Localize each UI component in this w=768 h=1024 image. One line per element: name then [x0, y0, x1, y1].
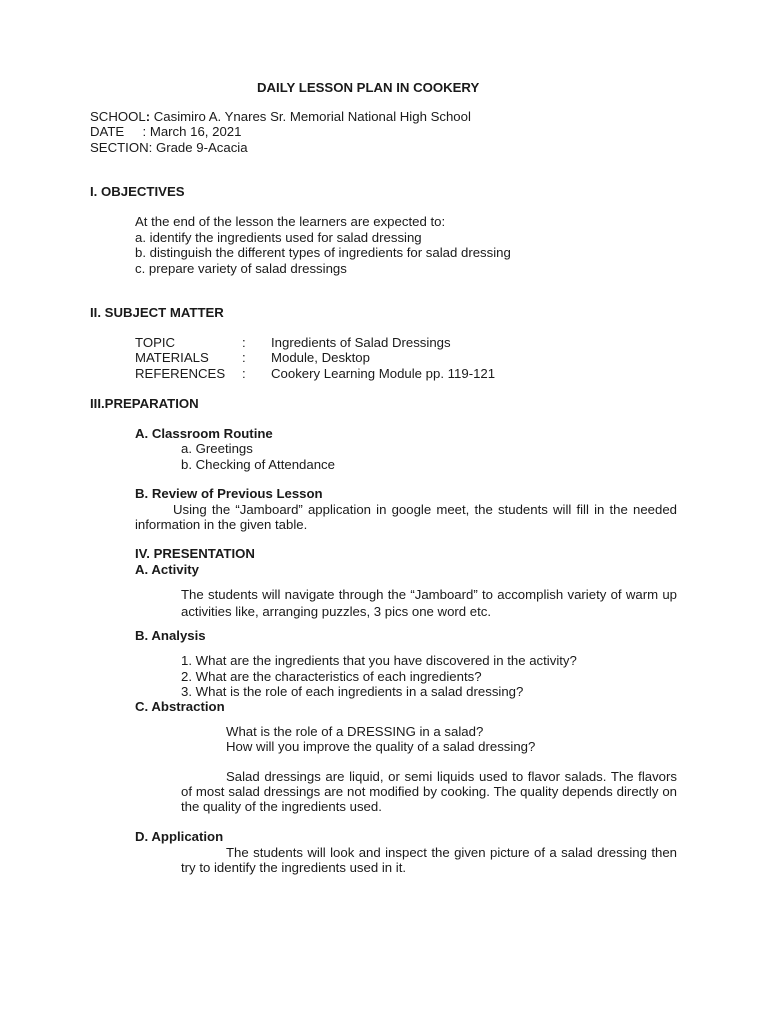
routine-item: a. Greetings — [181, 441, 253, 456]
analysis-question: 2. What are the characteristics of each ingredients? — [181, 669, 482, 684]
preparation-heading: III.PREPARATION — [90, 396, 199, 411]
classroom-routine-heading: A. Classroom Routine — [135, 426, 273, 441]
school-value: Casimiro A. Ynares Sr. Memorial National High School — [150, 109, 471, 124]
activity-paragraph: The students will navigate through the “Jamboard” to accomplish variety of warm up activities like, arranging puzzles, 3 pics one word etc. — [181, 587, 677, 619]
activity-heading: A. Activity — [135, 562, 199, 577]
subject-value: Cookery Learning Module pp. 119-121 — [271, 366, 496, 381]
objective-item: b. distinguish the different types of ingredients for salad dressing — [135, 245, 511, 260]
section-line: SECTION: Grade 9-Acacia — [90, 140, 248, 155]
subject-label: MATERIALS — [135, 350, 209, 365]
application-paragraph: The students will look and inspect the given picture of a salad dressing then try to identify the ingredients used in it. — [181, 845, 677, 875]
school-label: SCHOOL — [90, 109, 146, 124]
analysis-question: 3. What is the role of each ingredients in a salad dressing? — [181, 684, 524, 699]
subject-label: REFERENCES — [135, 366, 226, 381]
document-title: DAILY LESSON PLAN IN COOKERY — [257, 80, 480, 95]
abstraction-heading: C. Abstraction — [135, 699, 225, 714]
objectives-heading: I. OBJECTIVES — [90, 184, 185, 199]
subject-colon: : — [242, 350, 246, 365]
application-heading: D. Application — [135, 829, 224, 844]
subject-colon: : — [242, 366, 246, 381]
objectives-intro: At the end of the lesson the learners are expected to: — [135, 214, 446, 229]
review-heading: B. Review of Previous Lesson — [135, 486, 323, 501]
date-line: DATE : March 16, 2021 — [90, 124, 242, 139]
school-colon: : — [145, 109, 151, 124]
review-paragraph: Using the “Jamboard” application in google meet, the students will fill in the needed information in the given table. — [135, 502, 677, 532]
abstraction-paragraph: Salad dressings are liquid, or semi liquids used to flavor salads. The flavors of most salad dressings are not modified by cooking. The quality depends directly on the quality of the ingredients used. — [181, 769, 677, 814]
presentation-heading: IV. PRESENTATION — [135, 546, 255, 561]
subject-label: TOPIC — [135, 335, 176, 350]
analysis-heading: B. Analysis — [135, 628, 206, 643]
subject-colon: : — [242, 335, 246, 350]
routine-item: b. Checking of Attendance — [181, 457, 335, 472]
abstraction-question: What is the role of a DRESSING in a salad? — [226, 724, 484, 739]
subject-value: Module, Desktop — [271, 350, 370, 365]
subject-matter-heading: II. SUBJECT MATTER — [90, 305, 224, 320]
objective-item: c. prepare variety of salad dressings — [135, 261, 347, 276]
analysis-question: 1. What are the ingredients that you have discovered in the activity? — [181, 653, 577, 668]
school-line — [90, 109, 471, 124]
objective-item: a. identify the ingredients used for salad dressing — [135, 230, 422, 245]
subject-value: Ingredients of Salad Dressings — [271, 335, 451, 350]
abstraction-question: How will you improve the quality of a salad dressing? — [226, 739, 536, 754]
